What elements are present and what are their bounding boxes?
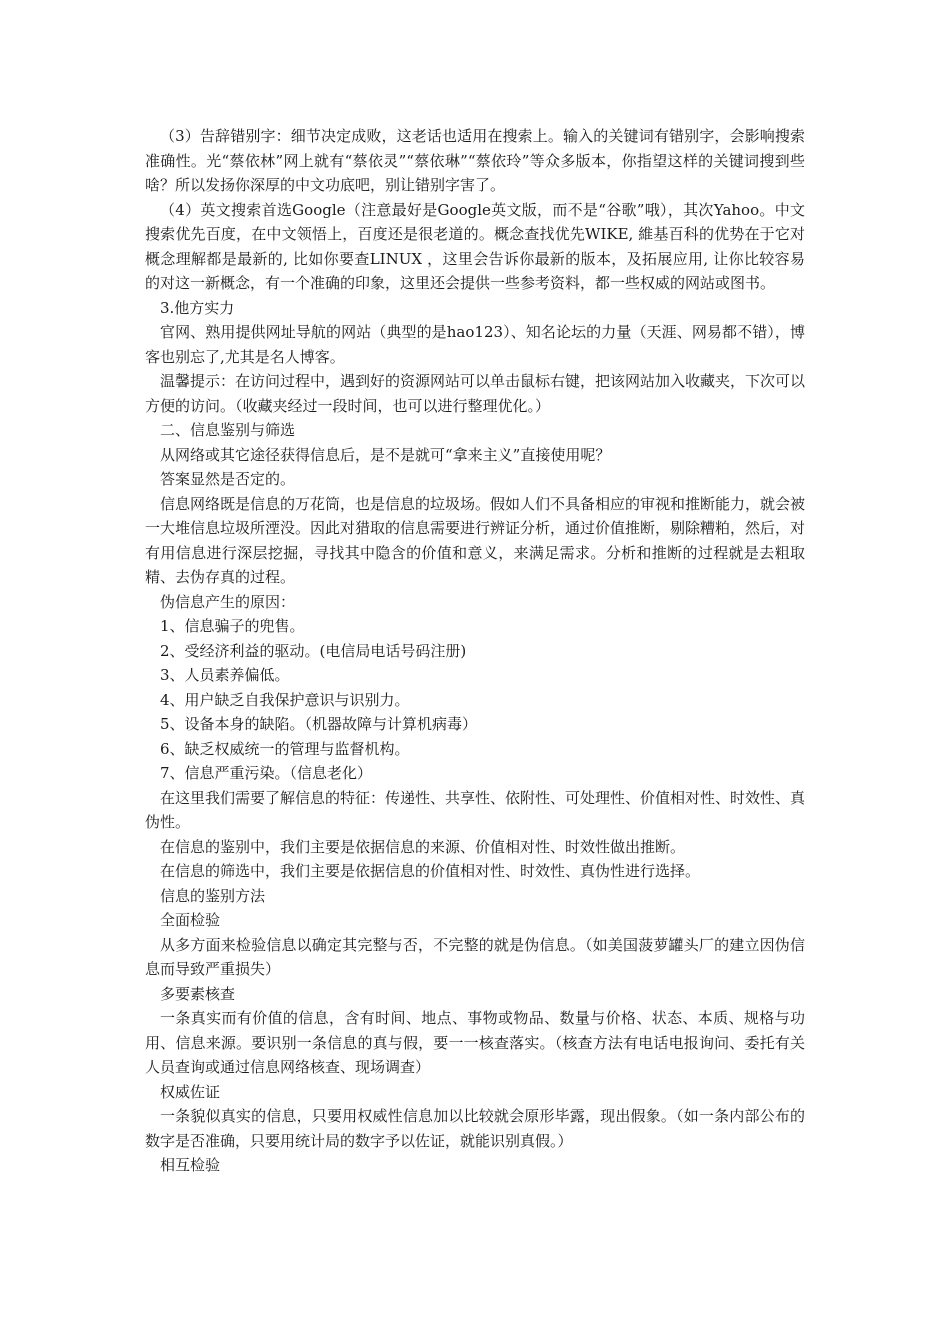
list-item-cause-2: 2、受经济利益的驱动。(电信局电话号码注册) (160, 641, 467, 660)
paragraph-info-characteristics: 在这里我们需要了解信息的特征：传递性、共享性、依附性、可处理性、价值相对性、时效性、真伪性。 (145, 788, 806, 831)
heading-multi-element-check: 多要素核查 (160, 984, 236, 1003)
heading-false-info-causes: 伪信息产生的原因： (160, 592, 296, 611)
heading-authority-evidence: 权威佐证 (160, 1082, 221, 1101)
section-heading-third-party: 3.他方实力 (160, 298, 235, 317)
list-item-cause-6: 6、缺乏权威统一的管理与监督机构。 (160, 739, 410, 758)
document-body (145, 124, 805, 1178)
paragraph-question: 从网络或其它途径获得信息后，是不是就可“拿来主义”直接使用呢？ (160, 445, 611, 464)
list-item-cause-7: 7、信息严重污染。（信息老化） (160, 764, 373, 782)
paragraph-typo-tip: （3）告辞错别字：细节决定成败，这老话也适用在搜索上。输入的关键词有错别字，会影响搜索准确性。光“蔡依林”网上就有“蔡依灵”“蔡依琳”“蔡依玲”等众多版本，你指望这样的关键词搜到些啥？所以发扬你深厚的中文功底吧，别让错别字害了。 (145, 127, 805, 194)
list-item-cause-3: 3、人员素养偏低。 (160, 666, 290, 684)
section-heading-identification: 二、信息鉴别与筛选 (160, 421, 296, 439)
paragraph-screening-basis: 在信息的筛选中，我们主要是依据信息的价值相对性、时效性、真伪性进行选择。 (160, 862, 701, 880)
heading-identification-methods: 信息的鉴别方法 (160, 886, 266, 905)
heading-comprehensive-check: 全面检验 (160, 911, 221, 929)
paragraph-comprehensive-check: 从多方面来检验信息以确定其完整与否，不完整的就是伪信息。（如美国菠萝罐头厂的建立因伪信息而导致严重损失） (145, 935, 805, 978)
list-item-cause-5: 5、设备本身的缺陷。（机器故障与计算机病毒） (160, 715, 478, 733)
paragraph-identification-basis: 在信息的鉴别中，我们主要是依据信息的来源、价值相对性、时效性做出推断。 (160, 837, 686, 856)
heading-mutual-check: 相互检验 (160, 1156, 221, 1174)
list-item-cause-4: 4、用户缺乏自我保护意识与识别力。 (160, 690, 410, 709)
paragraph-bookmark-tip: 温馨提示：在访问过程中，遇到好的资源网站可以单击鼠标右键，把该网站加入收藏夹，下次可以方便的访问。（收藏夹经过一段时间，也可以进行整理优化。） (145, 372, 806, 415)
list-item-cause-1: 1、信息骗子的兜售。 (160, 617, 305, 635)
paragraph-multi-element-check: 一条真实而有价值的信息，含有时间、地点、事物或物品、数量与价格、状态、本质、规格与功用、信息来源。要识别一条信息的真与假，要一一核查落实。（核查方法有电话电报询问、委托有关人员查询或通过信息网络核查、现场调查） (145, 1009, 805, 1076)
paragraph-official-sites: 官网、熟用提供网址导航的网站（典型的是hao123）、知名论坛的力量（天涯、网易都不错），博客也别忘了,尤其是名人博客。 (145, 323, 805, 366)
paragraph-authority-evidence: 一条貌似真实的信息，只要用权威性信息加以比较就会原形毕露，现出假象。（如一条内部公布的数字是否准确，只要用统计局的数字予以佐证，就能识别真假。） (145, 1107, 805, 1150)
paragraph-answer: 答案显然是否定的。 (160, 470, 296, 488)
paragraph-english-search-tip: （4）英文搜索首选Google（注意最好是Google英文版，而不是“谷歌”哦），其次Yahoo。中文搜索优先百度，在中文领悟上，百度还是很老道的。概念查找优先WIKE, 維基百科的优势在于它对概念理解都是最新的, 比如你要查LINUX ，这里会告诉你最新的版本，及拓展应用, 让你比较容易的对这一新概念，有一个准确的印象，这里还会提供一些参考资料，都一些权威的网站或图书。 (145, 200, 805, 292)
paragraph-information-network: 信息网络既是信息的万花筒，也是信息的垃圾场。假如人们不具备相应的审视和推断能力，就会被一大堆信息垃圾所湮没。因此对猎取的信息需要进行辨证分析，通过价值推断，剔除糟粕，然后，对有用信息进行深层挖掘，寻找其中隐含的价值和意义，来满足需求。分析和推断的过程就是去粗取精、去伪存真的过程。 (145, 494, 806, 586)
